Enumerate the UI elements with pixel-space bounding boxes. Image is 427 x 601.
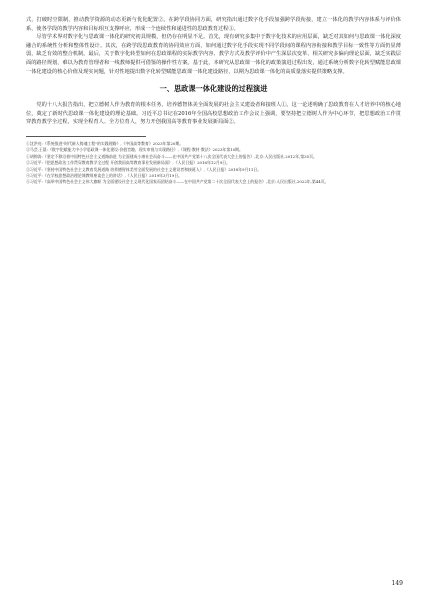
body-paragraph: 式，打破时空限制，推动教学资源的动态更新与优化配置②。在跨学段协同方面，研究指出通过数字化手段加强跨学段衔接，建立一体化的教学内容体系与评价体系，使各学段的教学内容和目标相互支撑呼应，形成一个连续性和递进性的思政教育过程③。 — [26, 17, 401, 32]
body-paragraph: 尽管学术界对数字化与思政课一体化的研究初具规模，但仍存在明显不足。首先，现有研究多集中于数字化技术的应用层面，缺乏对其如何与思政课一体化深度融合的系统性分析和整体性设计。其次，在跨学段思政教育的协同效应方面，如何通过数字化手段实现不同学段间的课程内容衔接和教学目标一致性等方面仍显薄弱，缺乏有效的整合机制。最后，关于数字化转型如何在思政课程的实际教学内容、教学方式及教学评价中产生深层次变革、相关研究多偏向理论层面，缺乏实践层面的路径规划，难以为教育管理者和一线教师提供可借鉴的操作性方案。基于此，本研究从思政课一体化的政策演进过程出发，通过系统分析数字化转型赋能思政课一体化建设的核心价值及现实问题，针对性地提出数字化转型赋能思政课一体化建设路径，以期为思政课一体化的高质量落实提供策略支撑。 — [26, 34, 401, 75]
page-number: 149 — [391, 580, 403, 587]
document-page — [26, 16, 401, 586]
footnote-divider — [26, 136, 146, 137]
footnote: ②马芸,王晨:《数字化赋能大中小学思政课一体化建设:价值旨趣、现实审视与实现路径》,《课程·教材·教法》2023年第10期。 — [26, 147, 243, 153]
section-heading: 一、思政课一体化建设的过程演进 — [159, 84, 268, 94]
footnote: ⑤习近平:《高举中国特色社会主义伟大旗帜 为全面建设社会主义现代化国家而团结奋斗——在中国共产党第二十次全国代表大会上的报告》,北京:人民出版社,2022年,第44页。 — [26, 179, 329, 185]
footnote: ④习近平:《在学校思想政治理论课教师座谈会上的讲话》,《人民日报》2019年3月19日。 — [26, 172, 183, 178]
footnotes — [26, 141, 401, 186]
footnote: ①沈洪亮:《系统推进"时代新人铸魂工程"的实践理路》,《中国高等教育》2023年第20期。 — [26, 140, 184, 146]
body-paragraph: 党的十八大报告指出，把立德树人作为教育的根本任务，培养德智体美全面发展的社会主义建设者和接班人①。这一论述明确了思政教育在人才培养中的核心地位，奠定了新时代思政课一体化建设的理论基础。习近平总书记在2016年全国高校思想政治工作会议上强调，要坚持把立德树人作为中心环节，把思想政治工作贯穿教育教学全过程，实现全程育人、全方位育人，努力开创我国高等教育事业发展新局面②。 — [26, 102, 401, 126]
footnote: ②习近平:《把思想政治工作贯穿教育教学全过程 开创我国高等教育事业发展新局面》,《人民日报》2016年12月9日。 — [26, 160, 230, 166]
footnote: ①胡锦涛:《坚定不移沿着中国特色社会主义道路前进 为全面建成小康社会而奋斗——在中国共产党第十八次全国代表大会上的报告》,北京:人民出版社,2012年,第35页。 — [26, 153, 317, 159]
spacer — [26, 127, 401, 130]
footnote: ②习近平:《坚持中国特色社会主义教育发展道路 培养德智体美劳全面发展的社会主义建设者和接班人》,《人民日报》2018年9月11日。 — [26, 166, 262, 172]
